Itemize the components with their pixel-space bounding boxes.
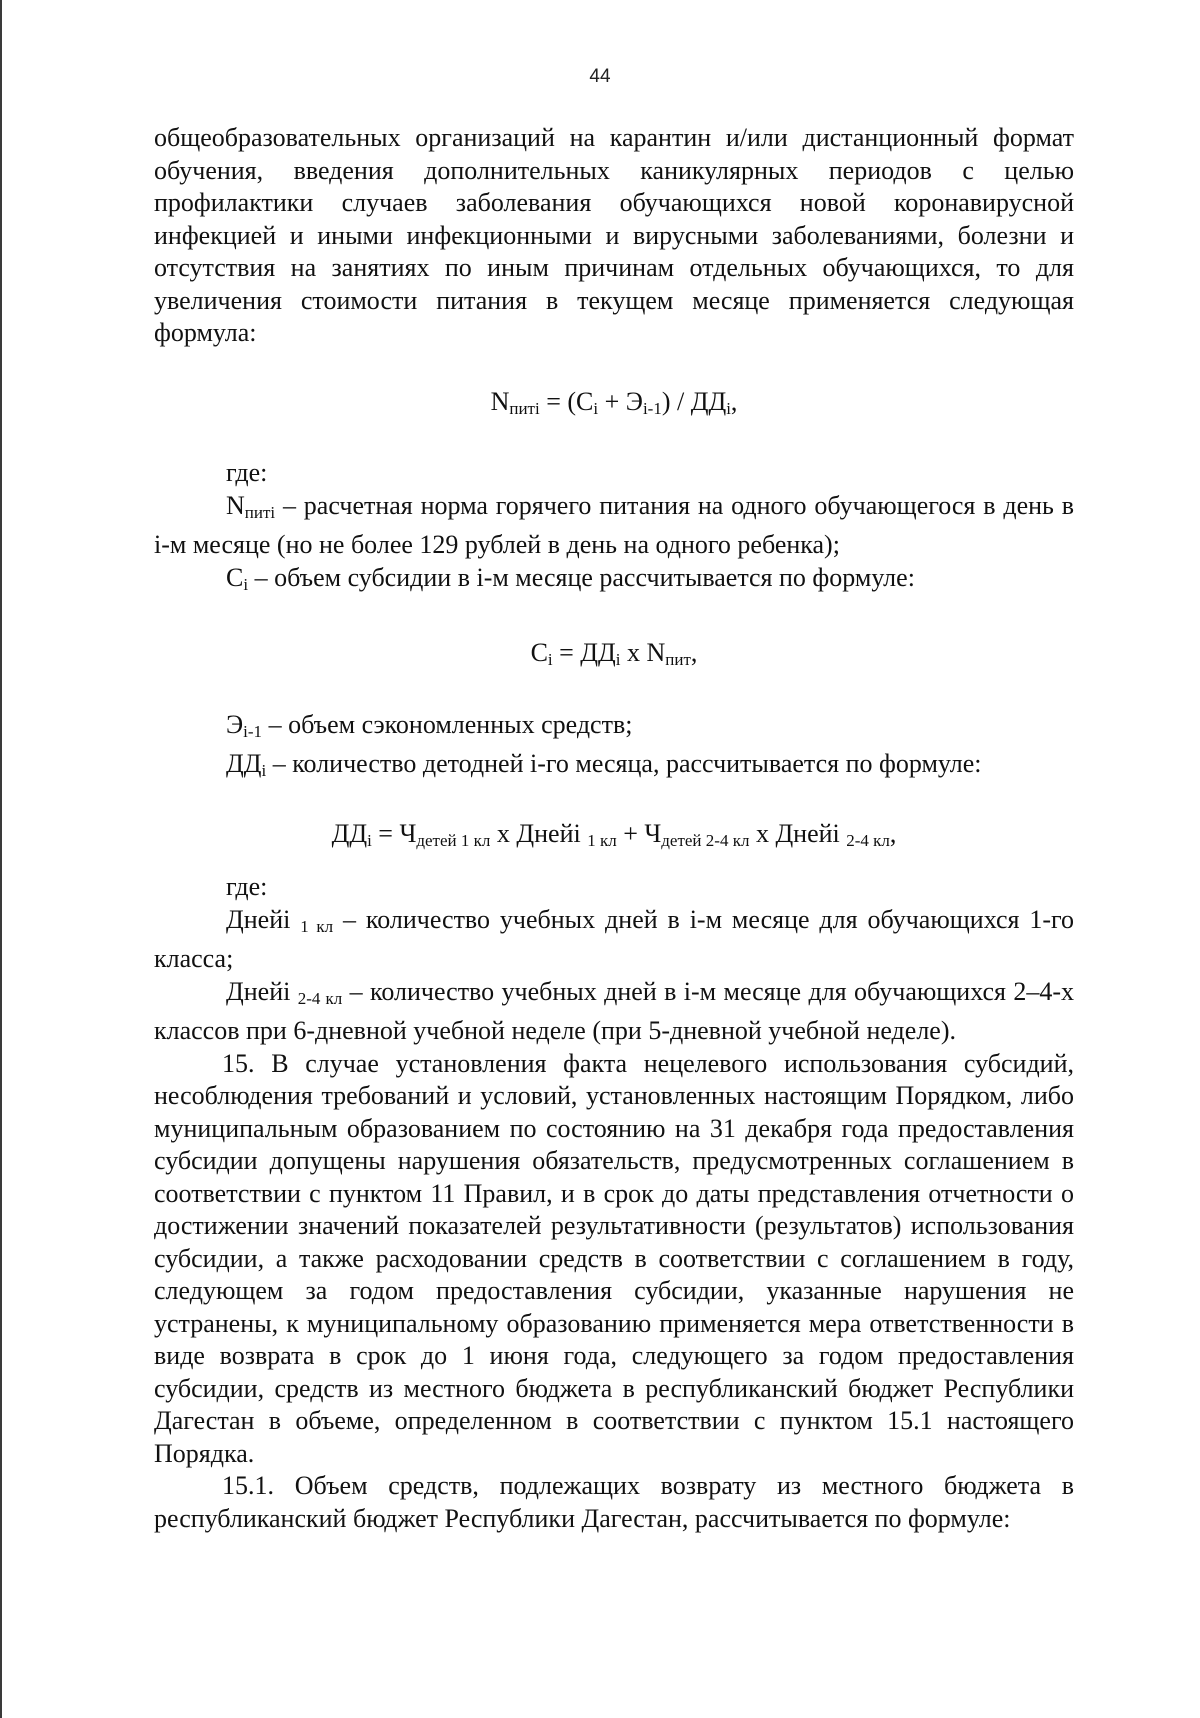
definition-subsidy: $C_i$ – объем субсидии в i-м месяце рассчитывается по формуле: xyxy=(226,562,915,594)
intro-paragraph: общеобразовательных организаций на карантин и/или дистанционный формат обучения, введения дополнительных каникулярных периодов с целью профилактики случаев заболевания обучающихся новой коронавирусной инфекцией и иными инфекционными и вирусными заболеваниями, болезни и отсутствия на занятиях по иным причинам отдельных обучающихся, то для увеличения стоимости питания в текущем месяце применяется следующая формула: xyxy=(154,123,1074,347)
definition-savings: $Э_{i-1}$ – объем сэкономленных средств; xyxy=(226,709,633,741)
definition-days-grade1: Днейi $_{1 кл}$ – количество учебных дней в i-м месяце для обучающихся 1-го класса; xyxy=(154,904,1075,973)
formula-subsidy: $C_i = ДД_i$ x $N_{пит}$, xyxy=(530,638,698,669)
formula-norm: $N_{питi} = (C_i + Э_{i-1}) / ДД_i$, xyxy=(490,386,738,418)
clause-15-1-paragraph: 15.1. Объем средств, подлежащих возврату из местного бюджета в республиканский бюджет Республики Дагестан, рассчитывается по формуле: xyxy=(154,1471,1074,1533)
page-number: 44 xyxy=(589,66,611,87)
clause-15-paragraph: 15. В случае установления факта нецелевого использования субсидий, несоблюдения требований и условий, установленных настоящим Порядком, либо муниципальным образованием по состоянию на 31 декабря года предоставления субсидии допущены нарушения обязательств, предусмотренных соглашением в соответствии с пунктом 11 Правил, и в срок до даты представления отчетности о достижении значений показателей результативности (результатов) использования субсидии, а также расходовании средств в соответствии с соглашением в году, следующем за годом предоставления субсидии, указанные нарушения не устранены, к муниципальному образованию применяется мера ответственности в виде возврата в срок до 1 июня года, следующего за годом предоставления субсидии, средств из местного бюджета в республиканский бюджет Республики Дагестан в объеме, определенном в соответствии с пунктом 15.1 настоящего Порядка. xyxy=(154,1048,1074,1468)
definition-days-grade2-4: Днейi $_{2-4 кл}$ – количество учебных дней в i-м месяце для обучающихся 2–4-х классов при 6-дневной учебной неделе (при 5-дневной учебной неделе). xyxy=(154,976,1075,1045)
formula-child-days: $ДД_i = Ч_{детей 1 кл}$ х Днейi $_{1 кл} + Ч_{детей 2-4 кл}$ х Днейi $_{2-4 кл}$, xyxy=(331,818,897,850)
where-label-1: где: xyxy=(226,458,268,487)
definition-child-days: $ДД_i$ – количество детодней i-го месяца, рассчитывается по формуле: xyxy=(226,749,982,780)
document-body xyxy=(154,122,1074,1535)
where-label-2: где: xyxy=(226,872,268,901)
scan-left-edge xyxy=(0,0,2,1718)
definition-norm: $N_{питi}$ – расчетная норма горячего питания на одного обучающегося в день в i-м месяце (но не более 129 рублей в день на одного ребенка); xyxy=(154,490,1074,559)
